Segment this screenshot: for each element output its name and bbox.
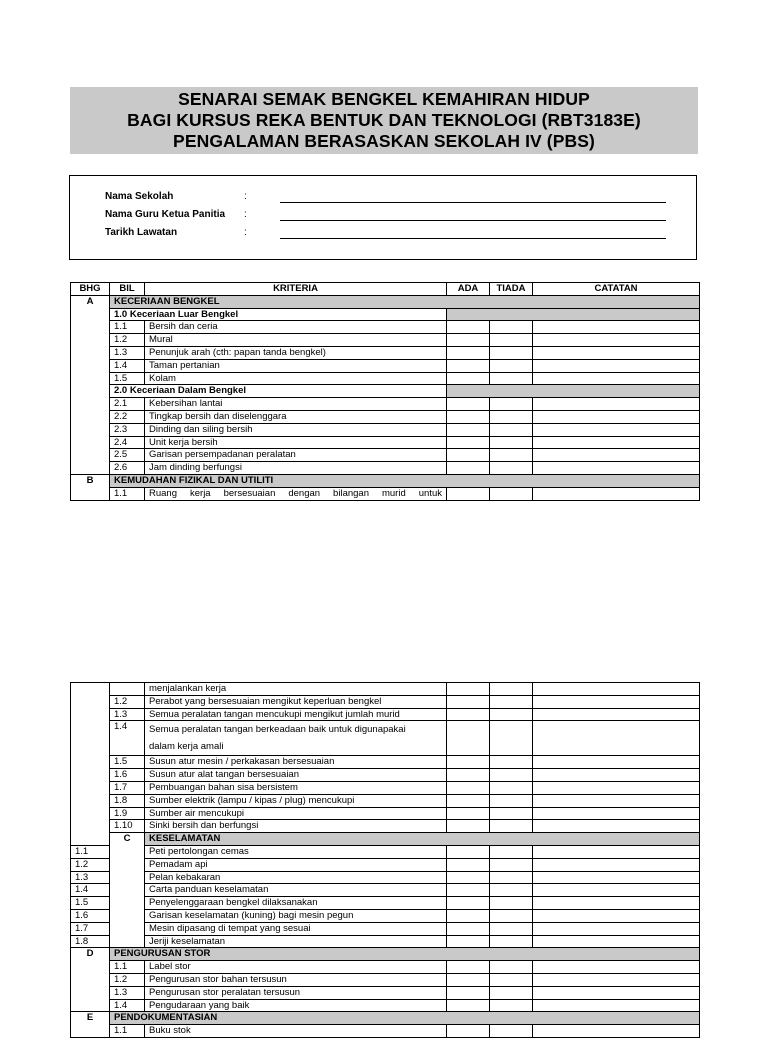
item-bil: 1.2 <box>71 858 110 871</box>
table-row <box>71 794 700 807</box>
item-bil: 1.8 <box>71 935 110 948</box>
item-bil: 1.6 <box>110 769 145 782</box>
teacher-name-row <box>105 209 247 220</box>
item-text: Dinding dan siling bersih <box>145 423 447 436</box>
table-row <box>71 871 700 884</box>
catatan-cell[interactable] <box>533 769 700 782</box>
item-bil: 2.4 <box>110 436 145 449</box>
tiada-cell[interactable] <box>490 721 533 756</box>
table-row <box>71 487 700 500</box>
table-row <box>71 845 700 858</box>
ada-cell[interactable] <box>447 781 490 794</box>
tiada-cell[interactable] <box>490 683 533 696</box>
ada-cell[interactable] <box>447 721 490 756</box>
table-row <box>71 961 700 974</box>
tiada-cell[interactable] <box>490 935 533 948</box>
school-name-row <box>105 191 247 202</box>
item-text: Tingkap bersih dan diselenggara <box>145 410 447 423</box>
catatan-cell[interactable] <box>533 986 700 999</box>
item-text: Sinki bersih dan berfungsi <box>145 820 447 833</box>
item-text: Garisan keselamatan (kuning) bagi mesin pegun <box>145 909 447 922</box>
section-a-row <box>71 295 700 308</box>
ada-cell[interactable] <box>447 973 490 986</box>
catatan-cell[interactable] <box>533 410 700 423</box>
tiada-cell[interactable] <box>490 398 533 411</box>
catatan-cell[interactable] <box>533 372 700 385</box>
catatan-cell[interactable] <box>533 858 700 871</box>
catatan-cell[interactable] <box>533 973 700 986</box>
tiada-cell[interactable] <box>490 961 533 974</box>
visit-date-field[interactable] <box>280 238 666 239</box>
table-row <box>71 708 700 721</box>
subsection-fill <box>447 308 700 321</box>
school-name-label: Nama Sekolah <box>105 191 174 202</box>
catatan-cell[interactable] <box>533 807 700 820</box>
section-c-row <box>71 833 700 846</box>
ada-cell[interactable] <box>447 986 490 999</box>
item-text-line-1: Semua peralatan tangan berkeadaan baik untuk digunapakai <box>149 724 406 736</box>
ada-cell[interactable] <box>447 820 490 833</box>
document-title <box>70 87 698 154</box>
ada-cell[interactable] <box>447 922 490 935</box>
table-row <box>71 820 700 833</box>
item-text: Pengurusan stor bahan tersusun <box>145 973 447 986</box>
tiada-cell[interactable] <box>490 756 533 769</box>
catatan-cell[interactable] <box>533 1025 700 1038</box>
title-line-2: BAGI KURSUS REKA BENTUK DAN TEKNOLOGI (RBT3183E) <box>127 110 641 130</box>
item-text <box>145 721 447 756</box>
title-line-1: SENARAI SEMAK BENGKEL KEMAHIRAN HIDUP <box>178 89 590 109</box>
visit-date-label: Tarikh Lawatan <box>105 227 178 238</box>
ada-cell[interactable] <box>447 884 490 897</box>
tiada-cell[interactable] <box>490 346 533 359</box>
ada-cell[interactable] <box>447 769 490 782</box>
catatan-cell[interactable] <box>533 359 700 372</box>
catatan-cell[interactable] <box>533 897 700 910</box>
ada-cell[interactable] <box>447 359 490 372</box>
tiada-cell[interactable] <box>490 897 533 910</box>
item-bil: 1.1 <box>110 321 145 334</box>
colon: : <box>244 209 247 220</box>
catatan-cell[interactable] <box>533 961 700 974</box>
tiada-cell[interactable] <box>490 487 533 500</box>
header-bil: BIL <box>110 283 145 296</box>
section-e-row <box>71 1012 700 1025</box>
catatan-cell[interactable] <box>533 462 700 475</box>
table-row <box>71 721 700 756</box>
ada-cell[interactable] <box>447 871 490 884</box>
section-d-letter: D <box>71 948 110 1012</box>
item-bil: 2.1 <box>110 398 145 411</box>
section-d-row <box>71 948 700 961</box>
item-text: Kolam <box>145 372 447 385</box>
table-row <box>71 807 700 820</box>
item-text: Perabot yang bersesuaian mengikut keperluan bengkel <box>145 695 447 708</box>
item-bil: 1.3 <box>71 871 110 884</box>
item-bil: 1.10 <box>110 820 145 833</box>
checklist-table-part1 <box>70 282 700 501</box>
item-text: Pengudaraan yang baik <box>145 999 447 1012</box>
catatan-cell[interactable] <box>533 487 700 500</box>
tiada-cell[interactable] <box>490 708 533 721</box>
tiada-cell[interactable] <box>490 884 533 897</box>
table-row <box>71 769 700 782</box>
item-text: Peti pertolongan cemas <box>145 845 447 858</box>
item-text: Penyelenggaraan bengkel dilaksanakan <box>145 897 447 910</box>
table-row <box>71 372 700 385</box>
header-tiada: TIADA <box>490 283 533 296</box>
catatan-cell[interactable] <box>533 321 700 334</box>
catatan-cell[interactable] <box>533 695 700 708</box>
item-bil: 1.9 <box>110 807 145 820</box>
item-bil: 1.2 <box>110 973 145 986</box>
ada-cell[interactable] <box>447 695 490 708</box>
section-c-letter: C <box>110 833 145 948</box>
catatan-cell[interactable] <box>533 794 700 807</box>
tiada-cell[interactable] <box>490 436 533 449</box>
teacher-name-label: Nama Guru Ketua Panitia <box>105 209 226 220</box>
tiada-cell[interactable] <box>490 807 533 820</box>
catatan-cell[interactable] <box>533 781 700 794</box>
catatan-cell[interactable] <box>533 449 700 462</box>
item-bil: 1.4 <box>71 884 110 897</box>
tiada-cell[interactable] <box>490 781 533 794</box>
checklist-table-part2 <box>70 682 700 1038</box>
item-bil: 1.1 <box>71 845 110 858</box>
item-bil: 1.4 <box>110 999 145 1012</box>
table-header <box>71 283 700 296</box>
header-catatan: CATATAN <box>533 283 700 296</box>
item-bil: 1.6 <box>71 909 110 922</box>
item-text-line-2: dalam kerja amali <box>149 741 224 753</box>
item-bil-continued <box>110 683 145 696</box>
title-line-3: PENGALAMAN BERASASKAN SEKOLAH IV (PBS) <box>173 131 595 151</box>
item-bil: 1.1 <box>110 1025 145 1038</box>
ada-cell[interactable] <box>447 961 490 974</box>
catatan-cell[interactable] <box>533 398 700 411</box>
visit-date-row <box>105 227 247 238</box>
tiada-cell[interactable] <box>490 449 533 462</box>
catatan-cell[interactable] <box>533 884 700 897</box>
tiada-cell[interactable] <box>490 794 533 807</box>
table-row <box>71 346 700 359</box>
table-row <box>71 858 700 871</box>
section-b-title: KEMUDAHAN FIZIKAL DAN UTILITI <box>110 474 700 487</box>
catatan-cell[interactable] <box>533 334 700 347</box>
ada-cell[interactable] <box>447 372 490 385</box>
item-text: Jeriji keselamatan <box>145 935 447 948</box>
item-text: Carta panduan keselamatan <box>145 884 447 897</box>
item-bil: 1.1 <box>110 961 145 974</box>
item-text: Kebersihan lantai <box>145 398 447 411</box>
header-bhg: BHG <box>71 283 110 296</box>
subsection-title: 2.0 Keceriaan Dalam Bengkel <box>110 385 447 398</box>
item-text: Taman pertanian <box>145 359 447 372</box>
ada-cell[interactable] <box>447 858 490 871</box>
catatan-cell[interactable] <box>533 756 700 769</box>
colon: : <box>244 227 247 238</box>
item-text: Semua peralatan tangan mencukupi mengikut jumlah murid <box>145 708 447 721</box>
item-bil: 1.2 <box>110 695 145 708</box>
item-text: Garisan persempadanan peralatan <box>145 449 447 462</box>
section-b-row <box>71 474 700 487</box>
tiada-cell[interactable] <box>490 769 533 782</box>
item-text: Label stor <box>145 961 447 974</box>
table-row <box>71 334 700 347</box>
catatan-cell[interactable] <box>533 820 700 833</box>
item-text: Pembuangan bahan sisa bersistem <box>145 781 447 794</box>
section-c-title: KESELAMATAN <box>145 833 700 846</box>
header-kriteria: KRITERIA <box>145 283 447 296</box>
table-row <box>71 1025 700 1038</box>
item-text: Jam dinding berfungsi <box>145 462 447 475</box>
table-row <box>71 922 700 935</box>
teacher-name-field[interactable] <box>280 220 666 221</box>
table-row <box>71 999 700 1012</box>
tiada-cell[interactable] <box>490 423 533 436</box>
table-row <box>71 436 700 449</box>
item-bil: 2.5 <box>110 449 145 462</box>
header-ada: ADA <box>447 283 490 296</box>
item-bil: 1.1 <box>110 487 145 500</box>
table-row <box>71 462 700 475</box>
tiada-cell[interactable] <box>490 695 533 708</box>
catatan-cell[interactable] <box>533 845 700 858</box>
table-row <box>71 449 700 462</box>
item-text: Sumber elektrik (lampu / kipas / plug) mencukupi <box>145 794 447 807</box>
ada-cell[interactable] <box>447 845 490 858</box>
item-bil: 1.8 <box>110 794 145 807</box>
tiada-cell[interactable] <box>490 871 533 884</box>
item-text: Mesin dipasang di tempat yang sesuai <box>145 922 447 935</box>
item-bil: 2.6 <box>110 462 145 475</box>
tiada-cell[interactable] <box>490 334 533 347</box>
tiada-cell[interactable] <box>490 999 533 1012</box>
item-bil: 1.4 <box>110 721 145 756</box>
ada-cell[interactable] <box>447 462 490 475</box>
item-text: Pengurusan stor peralatan tersusun <box>145 986 447 999</box>
ada-cell[interactable] <box>447 1025 490 1038</box>
table-row <box>71 884 700 897</box>
item-bil: 1.4 <box>110 359 145 372</box>
section-d-title: PENGURUSAN STOR <box>110 948 700 961</box>
table-row <box>71 973 700 986</box>
item-text: Bersih dan ceria <box>145 321 447 334</box>
catatan-cell[interactable] <box>533 922 700 935</box>
ada-cell[interactable] <box>447 449 490 462</box>
section-b-continued <box>71 683 110 846</box>
table-row <box>71 683 700 696</box>
item-text: Pelan kebakaran <box>145 871 447 884</box>
ada-cell[interactable] <box>447 334 490 347</box>
ada-cell[interactable] <box>447 807 490 820</box>
ada-cell[interactable] <box>447 794 490 807</box>
tiada-cell[interactable] <box>490 1025 533 1038</box>
school-info-box <box>69 175 697 260</box>
item-text: Unit kerja bersih <box>145 436 447 449</box>
tiada-cell[interactable] <box>490 845 533 858</box>
catatan-cell[interactable] <box>533 909 700 922</box>
catatan-cell[interactable] <box>533 708 700 721</box>
item-bil: 1.5 <box>71 897 110 910</box>
tiada-cell[interactable] <box>490 372 533 385</box>
catatan-cell[interactable] <box>533 871 700 884</box>
item-bil: 1.5 <box>110 372 145 385</box>
catatan-cell[interactable] <box>533 346 700 359</box>
catatan-cell[interactable] <box>533 721 700 756</box>
ada-cell[interactable] <box>447 708 490 721</box>
ada-cell[interactable] <box>447 683 490 696</box>
section-a-title: KECERIAAN BENGKEL <box>110 295 700 308</box>
table-row <box>71 781 700 794</box>
ada-cell[interactable] <box>447 999 490 1012</box>
item-text: menjalankan kerja <box>145 683 447 696</box>
catatan-cell[interactable] <box>533 423 700 436</box>
ada-cell[interactable] <box>447 935 490 948</box>
catatan-cell[interactable] <box>533 935 700 948</box>
colon: : <box>244 191 247 202</box>
tiada-cell[interactable] <box>490 973 533 986</box>
section-b-letter: B <box>71 474 110 500</box>
item-text: Sumber air mencukupi <box>145 807 447 820</box>
ada-cell[interactable] <box>447 487 490 500</box>
tiada-cell[interactable] <box>490 321 533 334</box>
catatan-cell[interactable] <box>533 683 700 696</box>
table-row <box>71 909 700 922</box>
item-bil: 2.2 <box>110 410 145 423</box>
item-bil: 1.2 <box>110 334 145 347</box>
item-text: Mural <box>145 334 447 347</box>
item-bil: 1.3 <box>110 986 145 999</box>
item-bil: 1.3 <box>110 346 145 359</box>
item-text: Ruang kerja bersesuaian dengan bilangan murid untuk <box>145 487 447 500</box>
tiada-cell[interactable] <box>490 922 533 935</box>
ada-cell[interactable] <box>447 756 490 769</box>
item-text: Susun atur alat tangan bersesuaian <box>145 769 447 782</box>
ada-cell[interactable] <box>447 897 490 910</box>
table-row <box>71 897 700 910</box>
table-row <box>71 410 700 423</box>
item-text: Penunjuk arah (cth: papan tanda bengkel) <box>145 346 447 359</box>
subsection-row <box>71 385 700 398</box>
table-row <box>71 935 700 948</box>
table-row <box>71 398 700 411</box>
item-text: Susun atur mesin / perkakasan bersesuaian <box>145 756 447 769</box>
item-bil: 1.3 <box>110 708 145 721</box>
subsection-row <box>71 308 700 321</box>
tiada-cell[interactable] <box>490 986 533 999</box>
subsection-fill <box>447 385 700 398</box>
ada-cell[interactable] <box>447 398 490 411</box>
item-text: Buku stok <box>145 1025 447 1038</box>
table-row <box>71 756 700 769</box>
table-row <box>71 359 700 372</box>
item-bil: 1.7 <box>71 922 110 935</box>
tiada-cell[interactable] <box>490 858 533 871</box>
ada-cell[interactable] <box>447 410 490 423</box>
tiada-cell[interactable] <box>490 462 533 475</box>
table-row <box>71 423 700 436</box>
item-bil: 1.5 <box>110 756 145 769</box>
section-a-letter: A <box>71 295 110 474</box>
ada-cell[interactable] <box>447 909 490 922</box>
ada-cell[interactable] <box>447 321 490 334</box>
catatan-cell[interactable] <box>533 999 700 1012</box>
subsection-title: 1.0 Keceriaan Luar Bengkel <box>110 308 447 321</box>
school-name-field[interactable] <box>280 202 666 203</box>
tiada-cell[interactable] <box>490 820 533 833</box>
section-e-title: PENDOKUMENTASIAN <box>110 1012 700 1025</box>
ada-cell[interactable] <box>447 423 490 436</box>
table-row <box>71 321 700 334</box>
section-e-letter: E <box>71 1012 110 1038</box>
table-row <box>71 695 700 708</box>
item-bil: 1.7 <box>110 781 145 794</box>
catatan-cell[interactable] <box>533 436 700 449</box>
tiada-cell[interactable] <box>490 410 533 423</box>
ada-cell[interactable] <box>447 436 490 449</box>
item-text: Pemadam api <box>145 858 447 871</box>
table-row <box>71 986 700 999</box>
tiada-cell[interactable] <box>490 909 533 922</box>
item-bil: 2.3 <box>110 423 145 436</box>
ada-cell[interactable] <box>447 346 490 359</box>
tiada-cell[interactable] <box>490 359 533 372</box>
